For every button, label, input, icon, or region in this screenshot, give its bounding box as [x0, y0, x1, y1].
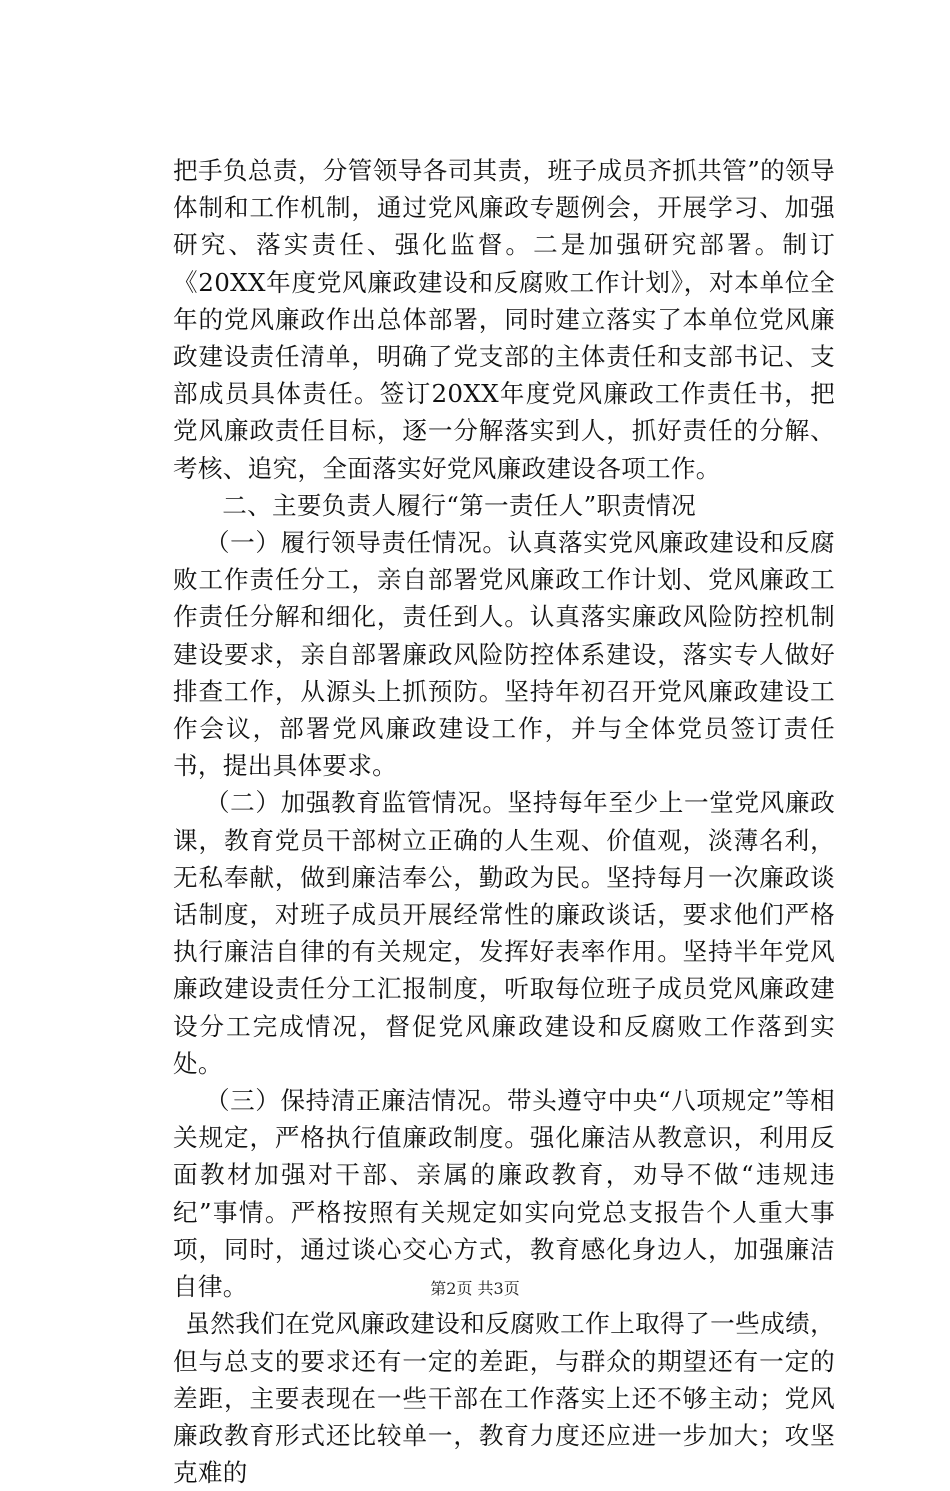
paragraph-integrity: （三）保持清正廉洁情况。带头遵守中央“八项规定”等相关规定，严格执行值廉政制度。强化廉洁从教意识，利用反面教材加强对干部、亲属的廉政教育，劝导不做“违规违纪”事情。严格按照有关规定如实向党总支报告个人重大事项，同时，通过谈心交心方式，教育感化身边人，加强廉洁自律。	[173, 1086, 835, 1302]
section-heading: 二、主要负责人履行“第一责任人”职责情况	[222, 490, 697, 520]
page-footer	[0, 1276, 950, 1299]
paragraph-education-supervision: （二）加强教育监管情况。坚持每年至少上一堂党风廉政课，教育党员干部树立正确的人生观、价值观，淡薄名利，无私奉献，做到廉洁奉公，勤政为民。坚持每月一次廉政谈话制度，对班子成员开展经常性的廉政谈话，要求他们严格执行廉洁自律的有关规定，发挥好表率作用。坚持半年党风廉政建设责任分工汇报制度，听取每位班子成员党风廉政建设分工完成情况，督促党风廉政建设和反腐败工作落到实处。	[173, 788, 835, 1078]
page-number: 第2页 共3页	[430, 1279, 520, 1298]
paragraph-leadership-responsibility: （一）履行领导责任情况。认真落实党风廉政建设和反腐败工作责任分工，亲自部署党风廉政工作计划、党风廉政工作责任分解和细化，责任到人。认真落实廉政风险防控机制建设要求，亲自部署廉政风险防控体系建设，落实专人做好排查工作，从源头上抓预防。坚持年初召开党风廉政建设工作会议，部署党风廉政建设工作，并与全体党员签订责任书，提出具体要求。	[173, 528, 835, 781]
paragraph-shortcomings: 虽然我们在党风廉政建设和反腐败工作上取得了一些成绩，但与总支的要求还有一定的差距，与群众的期望还有一定的差距，主要表现在一些干部在工作落实上还不够主动；党风廉政教育形式还比较单一，教育力度还应进一步加大；攻坚克难的	[173, 1309, 835, 1488]
paragraph-continued: 把手负总责，分管领导各司其责，班子成员齐抓共管”的领导体制和工作机制，通过党风廉政专题例会，开展学习、加强研究、落实责任、强化监督。二是加强研究部署。制订《20XX年度党风廉政建设和反腐败工作计划》，对本单位全年的党风廉政作出总体部署，同时建立落实了本单位党风廉政建设责任清单，明确了党支部的主体责任和支部书记、支部成员具体责任。签订20XX年度党风廉政工作责任书，把党风廉政责任目标，逐一分解落实到人，抓好责任的分解、考核、追究，全面落实好党风廉政建设各项工作。	[173, 156, 835, 483]
